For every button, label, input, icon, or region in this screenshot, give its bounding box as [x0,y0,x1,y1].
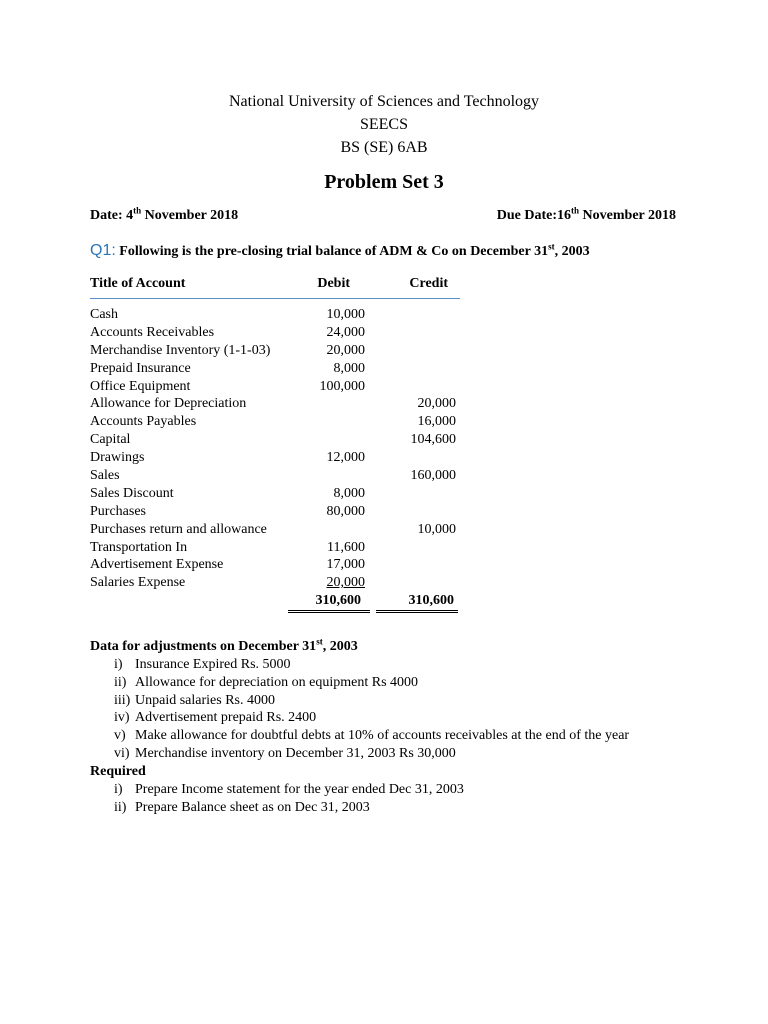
issue-date: Date: 4th November 2018 [90,205,239,223]
table-row [90,556,460,574]
account-name: Purchases return and allowance [90,521,267,537]
total-debit: 310,600 [315,593,361,608]
debit-value: 100,000 [319,378,365,394]
table-row [90,342,460,360]
credit-value: 160,000 [410,468,456,484]
list-item-number: ii) [114,799,127,815]
table-row [90,574,460,592]
account-name: Salaries Expense [90,575,186,591]
list-item [90,709,730,727]
debit-value: 17,000 [326,557,365,573]
table-row [90,503,460,521]
table-row [90,395,460,413]
list-item-number: iii) [114,692,131,708]
total-debit-cell [288,592,370,613]
required-title: Required [90,763,146,779]
program-name: BS (SE) 6AB [340,139,428,156]
table-row [90,485,460,503]
account-name: Capital [90,432,131,448]
table-row [90,324,460,342]
list-item-text: Make allowance for doubtful debts at 10% of accounts receivables at the end of the year [135,728,630,744]
list-item-text: Prepare Balance sheet as on Dec 31, 2003 [135,799,370,815]
due-date: Due Date:16th November 2018 [496,205,676,223]
list-item-number: ii) [114,674,127,690]
list-item [90,656,730,674]
credit-value: 20,000 [417,396,456,412]
list-item-number: i) [114,657,123,672]
account-name: Prepaid Insurance [90,360,191,376]
credit-value: 16,000 [417,414,456,430]
header-title-of-account: Title of Account [90,276,186,291]
account-name: Advertisement Expense [90,557,224,573]
list-item [90,674,730,692]
table-row [90,306,460,324]
account-name: Sales Discount [90,485,174,501]
debit-value: 20,000 [326,575,365,591]
table-row [90,521,460,539]
adjustments-list [90,656,730,763]
question-text: Following is the pre-closing trial balance of ADM & Co on December 31st, 2003 [115,241,590,259]
list-item [90,781,730,799]
account-name: Accounts Payables [90,414,197,430]
list-item-text: Allowance for depreciation on equipment Rs 4000 [135,674,419,690]
debit-value: 20,000 [326,342,365,358]
list-item-text: Unpaid salaries Rs. 4000 [135,692,275,708]
debit-value: 8,000 [333,485,365,501]
required-list [90,781,730,817]
account-name: Transportation In [90,539,188,555]
university-name: National University of Sciences and Technology [228,93,540,110]
debit-value: 8,000 [333,360,365,376]
list-item-number: iv) [114,710,130,726]
question-1 [90,242,590,260]
list-item-text: Advertisement prepaid Rs. 2400 [135,710,317,726]
list-item [90,727,730,745]
debit-value: 11,600 [327,539,365,555]
trial-balance-totals [90,592,460,618]
list-item [90,692,730,710]
adjustments-section [90,638,730,816]
list-item-text: Merchandise inventory on December 31, 2003 Rs 30,000 [135,745,456,761]
table-row [90,539,460,557]
list-item-number: vi) [114,745,130,761]
list-item-text: Insurance Expired Rs. 5000 [135,657,291,672]
table-row [90,360,460,378]
table-row [90,467,460,485]
list-item-text: Prepare Income statement for the year ended Dec 31, 2003 [135,781,464,797]
total-credit-cell [376,592,458,613]
table-row [90,413,460,431]
adjustments-title: Data for adjustments on December 31st, 2003 [90,636,358,654]
header-credit: Credit [409,276,448,291]
debit-value: 12,000 [326,450,365,466]
trial-balance-header [90,276,460,299]
header-debit: Debit [317,276,350,291]
account-name: Drawings [90,450,145,466]
total-credit: 310,600 [408,593,454,608]
table-row [90,449,460,467]
account-name: Sales [90,468,120,484]
trial-balance-body [90,306,460,592]
account-name: Merchandise Inventory (1-1-03) [90,342,271,358]
account-name: Cash [90,307,118,322]
debit-value: 24,000 [326,324,365,340]
question-label: Q1: [90,242,116,259]
list-item-number: i) [114,781,123,797]
debit-value: 10,000 [326,307,365,322]
list-item [90,799,730,817]
credit-value: 10,000 [417,521,456,537]
account-name: Allowance for Depreciation [90,396,247,412]
credit-value: 104,600 [410,432,456,448]
list-item-number: v) [114,728,126,744]
account-name: Purchases [90,503,146,519]
table-row [90,378,460,396]
debit-value: 80,000 [326,503,365,519]
account-name: Office Equipment [90,378,191,394]
list-item [90,745,730,763]
page-title: Problem Set 3 [324,171,444,193]
table-row [90,431,460,449]
account-name: Accounts Receivables [90,324,215,340]
department-name: SEECS [359,116,408,133]
